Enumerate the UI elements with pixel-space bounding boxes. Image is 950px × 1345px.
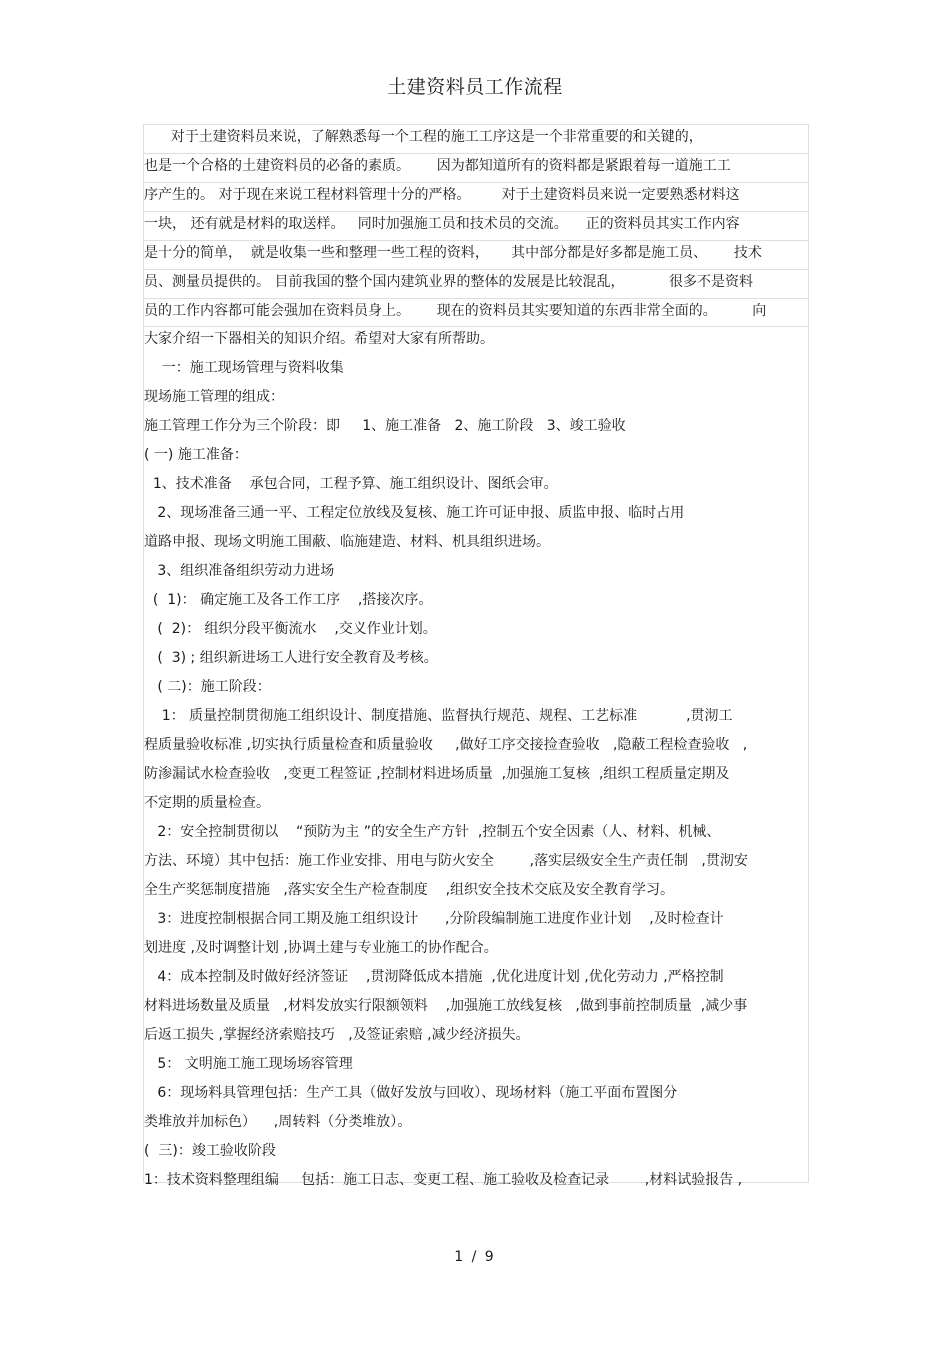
text-line: 程质量验收标准 ,切实执行质量检查和质量验收 ,做好工序交接捡查验收 ,隐蔽工程检查验收 , <box>144 737 748 753</box>
text-line: 序产生的。 对于现在来说工程材料管理十分的严格。 对于土建资料员来说一定要熟悉材料这 <box>144 182 808 211</box>
text-line: 道路申报、现场文明施工围蔽、临施建造、材料、机具组织进场。 <box>144 534 550 550</box>
text-line: ( 三)：竣工验收阶段 <box>144 1143 276 1159</box>
document-title: 土建资料员工作流程 <box>387 76 563 98</box>
text-line: 1：技术资料整理组编 包括：施工日志、变更工程、施工验收及检查记录 ,材料试验报告 , <box>144 1172 743 1188</box>
text-line: 1： 质量控制贯彻施工组织设计、制度措施、监督执行规范、规程、工艺标准 ,贯沏工 <box>144 708 733 724</box>
text-line: 一块， 还有就是材料的取送样。 同时加强施工员和技术员的交流。 正的资料员其实工作内容 <box>144 211 808 240</box>
text-line: 类堆放并加标色） ,周转料（分类堆放）。 <box>144 1114 412 1130</box>
text-line: 员的工作内容都可能会强加在资料员身上。 现在的资料员其实要知道的东西非常全面的。 向 <box>144 298 808 327</box>
text-line: 材料进场数量及质量 ,材料发放实行限额领料 ,加强施工放线复核 ,做到事前控制质量 ,减少事 <box>144 998 748 1014</box>
document-body <box>143 124 809 1188</box>
text-line: 大家介绍一下器相关的知识介绍。希望对大家有所帮助。 <box>144 331 494 347</box>
text-line: ( 3) ; 组织新进场工人进行安全教育及考核。 <box>144 650 438 666</box>
text-line: ( 二)：施工阶段： <box>144 679 271 695</box>
text-line: 施工管理工作分为三个阶段：即 1、施工准备 2、施工阶段 3、竣工验收 <box>144 418 626 434</box>
text-line: 后返工损失 ,掌握经济索赔技巧 ,及签证索赔 ,减少经济损失。 <box>144 1027 530 1043</box>
text-line: ( 一) 施工准备： <box>144 447 248 463</box>
text-line: 对于土建资料员来说，了解熟悉每一个工程的施工工序这是一个非常重要的和关键的， <box>144 124 808 153</box>
text-line: 是十分的简单， 就是收集一些和整理一些工程的资料， 其中部分都是好多都是施工员、 技术 <box>144 240 808 269</box>
text-line: 5： 文明施工施工现场场容管理 <box>144 1056 353 1072</box>
text-line: 现场施工管理的组成： <box>144 389 284 405</box>
text-line: 方法、环境）其中包括：施工作业安排、用电与防火安全 ,落实层级安全生产责任制 ,贯沏安 <box>144 853 748 869</box>
text-line: 4：成本控制及时做好经济签证 ,贯沏降低成本措施 ,优化进度计划 ,优化劳动力 ,严格控制 <box>144 969 724 985</box>
text-line: ( 2)： 组织分段平衡流水 ,交义作业计划。 <box>144 621 437 637</box>
text-line: 一：施工现场管理与资料收集 <box>144 360 344 376</box>
text-line: 全生产奖惩制度措施 ,落实安全生产检查制度 ,组织安全技术交底及安全教育学习。 <box>144 882 675 898</box>
text-line: 不定期的质量检查。 <box>144 795 270 811</box>
page-number: 1 / 9 <box>454 1249 496 1265</box>
text-line: ( 1)： 确定施工及各工作工序 ,搭接次序。 <box>144 592 433 608</box>
text-line: 防渗漏试水检查验收 ,变更工程签证 ,控制材料进场质量 ,加强施工复核 ,组织工程质量定期及 <box>144 766 730 782</box>
text-line: 员、测量员提供的。 目前我国的整个国内建筑业界的整体的发展是比较混乱， 很多不是资料 <box>144 269 808 298</box>
text-line: 6：现场料具管理包括：生产工具（做好发放与回收）、现场材料（施工平面布置图分 <box>144 1085 678 1101</box>
text-line: 2：安全控制贯彻以 “预防为主 ”的安全生产方针 ,控制五个安全因素（人、材料、机械、 <box>144 824 721 840</box>
text-line: 也是一个合格的土建资料员的必备的素质。 因为都知道所有的资料都是紧跟着每一道施工工 <box>144 153 808 182</box>
text-line: 2、现场准备三通一平、工程定位放线及复核、施工许可证申报、质监申报、临时占用 <box>144 505 685 521</box>
text-line: 3：进度控制根据合同工期及施工组织设计 ,分阶段编制施工进度作业计划 ,及时检查计 <box>144 911 724 927</box>
text-line: 1、技术准备 承包合同，工程予算、施工组织设计、图纸会审。 <box>144 476 558 492</box>
text-line: 划进度 ,及时调整计划 ,协调土建与专业施工的协作配合。 <box>144 940 498 956</box>
text-line: 3、组织准备组织劳动力进场 <box>144 563 335 579</box>
